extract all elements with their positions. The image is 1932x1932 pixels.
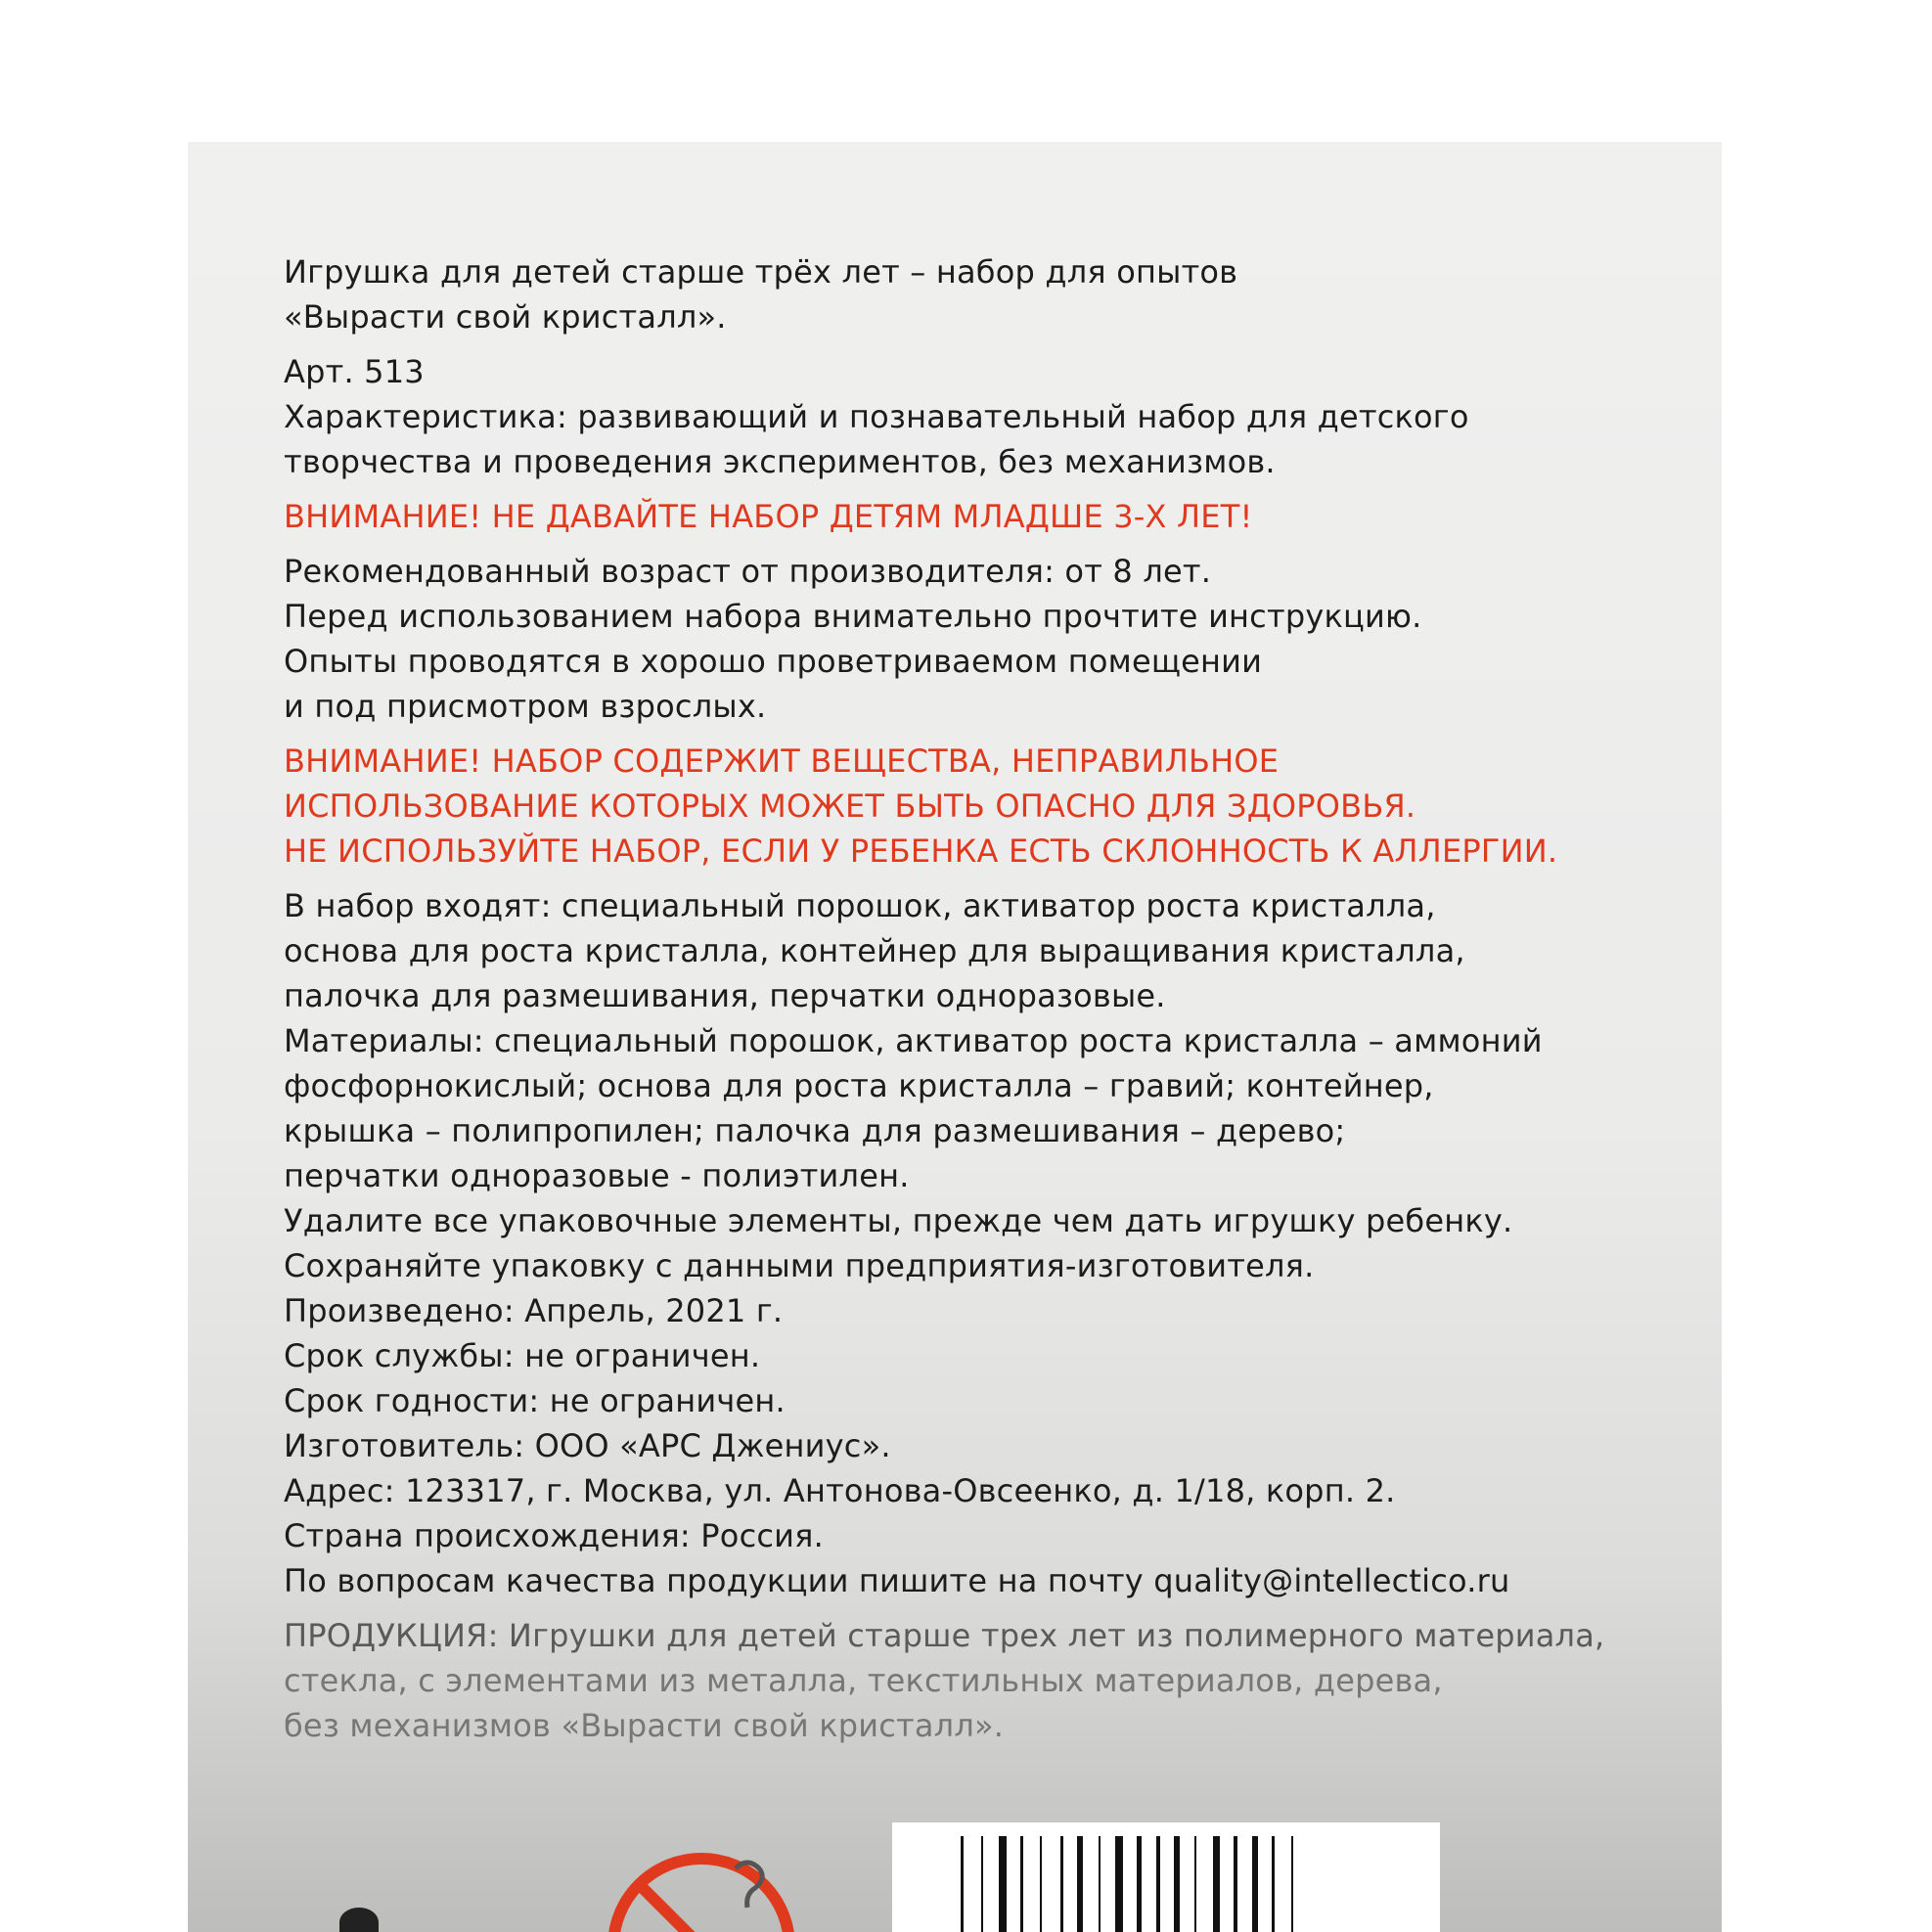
label-text	[284, 249, 1692, 1758]
warning-line: ВНИМАНИЕ! НАБОР СОДЕРЖИТ ВЕЩЕСТВА, НЕПРАВИЛЬНОЕ	[284, 742, 1280, 780]
paragraph-2	[284, 349, 1692, 484]
paragraph-7	[284, 1613, 1692, 1748]
text-line: ПРОДУКЦИЯ: Игрушки для детей старше трех лет из полимерного материала,	[284, 1617, 1605, 1654]
paragraph-4	[284, 549, 1692, 729]
text-line: Опыты проводятся в хорошо проветриваемом помещении	[284, 643, 1263, 680]
warning-line: ИСПОЛЬЗОВАНИЕ КОТОРЫХ МОЖЕТ БЫТЬ ОПАСНО ДЛЯ ЗДОРОВЬЯ.	[284, 787, 1416, 825]
paragraph-5	[284, 739, 1692, 874]
paragraph-6	[284, 883, 1692, 1603]
paragraph-1	[284, 249, 1692, 339]
text-line: По вопросам качества продукции пишите на почту quality@intellectico.ru	[284, 1562, 1510, 1599]
text-line: Характеристика: развивающий и познавательный набор для детского	[284, 398, 1469, 435]
text-line: В набор входят: специальный порошок, активатор роста кристалла,	[284, 887, 1436, 924]
text-line: творчества и проведения экспериментов, без механизмов.	[284, 443, 1276, 480]
text-line: перчатки одноразовые - полиэтилен.	[284, 1157, 910, 1194]
text-line: Страна происхождения: Россия.	[284, 1517, 824, 1554]
warning-line: ВНИМАНИЕ! НЕ ДАВАЙТЕ НАБОР ДЕТЯМ МЛАДШЕ 3-Х ЛЕТ!	[284, 498, 1253, 535]
text-line: фосфорнокислый; основа для роста кристалла – гравий; контейнер,	[284, 1067, 1434, 1104]
text-line: Срок годности: не ограничен.	[284, 1382, 786, 1419]
text-line: стекла, с элементами из металла, текстильных материалов, дерева,	[284, 1662, 1443, 1699]
text-line: основа для роста кристалла, контейнер для выращивания кристалла,	[284, 932, 1465, 969]
text-line: Сохраняйте упаковку с данными предприятия-изготовителя.	[284, 1247, 1315, 1284]
warning-line: НЕ ИСПОЛЬЗУЙТЕ НАБОР, ЕСЛИ У РЕБЕНКА ЕСТЬ СКЛОННОСТЬ К АЛЛЕРГИИ.	[284, 832, 1558, 870]
text-line: палочка для размешивания, перчатки одноразовые.	[284, 977, 1166, 1014]
text-line: Рекомендованный возраст от производителя: от 8 лет.	[284, 553, 1212, 590]
text-line: Удалите все упаковочные элементы, прежде чем дать игрушку ребенку.	[284, 1202, 1513, 1239]
partial-logo-icon	[339, 1908, 379, 1932]
text-line: Произведено: Апрель, 2021 г.	[284, 1292, 784, 1329]
text-line: Арт. 513	[284, 353, 425, 390]
text-line: Материалы: специальный порошок, активатор роста кристалла – аммоний	[284, 1022, 1543, 1059]
text-line: Адрес: 123317, г. Москва, ул. Антонова-Овсеенко, д. 1/18, корп. 2.	[284, 1472, 1396, 1509]
text-line: Изготовитель: ООО «АРС Джениус».	[284, 1427, 891, 1464]
text-line: крышка – полипропилен; палочка для размешивания – дерево;	[284, 1112, 1346, 1149]
text-line: Перед использованием набора внимательно прочтите инструкцию.	[284, 598, 1422, 635]
no-small-parts-icon	[599, 1839, 804, 1932]
barcode-icon	[892, 1822, 1440, 1932]
text-line: Срок службы: не ограничен.	[284, 1337, 761, 1374]
text-line: Игрушка для детей старше трёх лет – набор для опытов	[284, 253, 1238, 291]
package-label	[188, 142, 1722, 1932]
text-line: «Вырасти свой кристалл».	[284, 298, 727, 336]
text-line: и под присмотром взрослых.	[284, 688, 767, 725]
paragraph-3	[284, 494, 1692, 539]
text-line: без механизмов «Вырасти свой кристалл».	[284, 1707, 1005, 1744]
